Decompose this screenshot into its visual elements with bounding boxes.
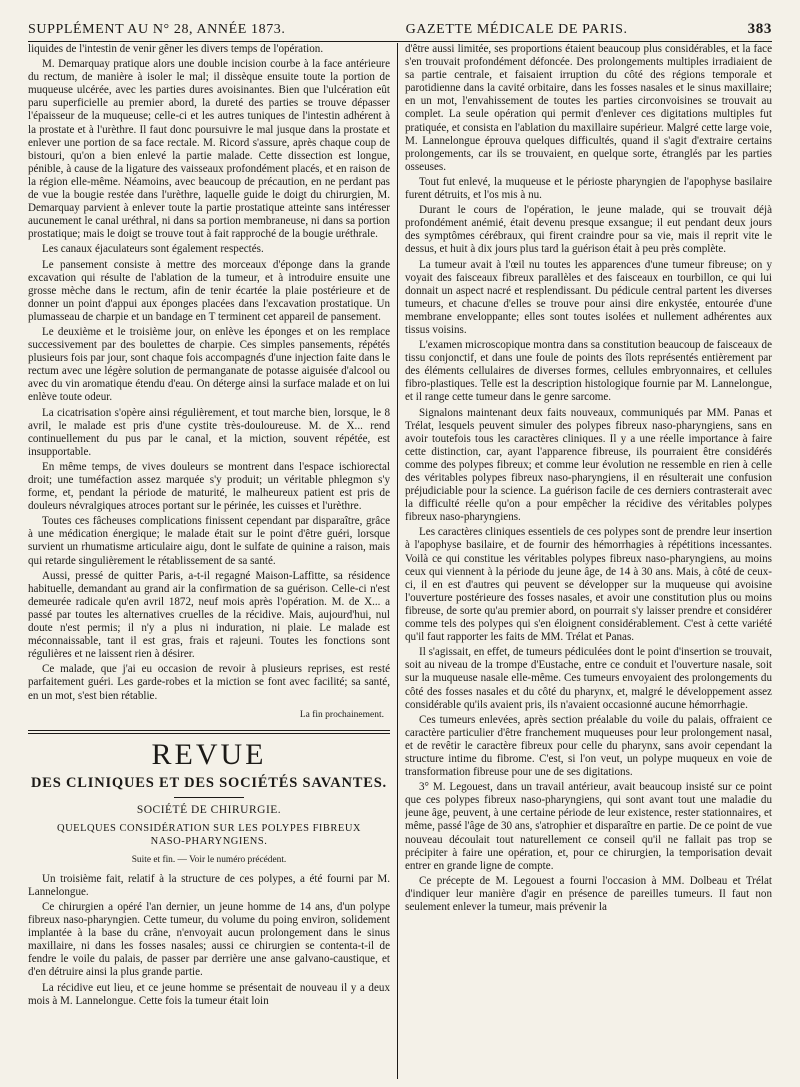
paragraph: Ces tumeurs enlevées, après section préalable du voile du palais, offraient ce caractère particulier d'être franchement muqueuses pour leur prolongement nasal, et de revêtir le caractère fibreux pour celle du pharynx, sans avoir cependant la structure intime du fibrome. C'est, si l'on veut, un polype muqueux en voie de transformation fibreuse pour une de ses digitations.	[405, 713, 772, 779]
right-column	[405, 43, 772, 1079]
paragraph: Le pansement consiste à mettre des morceaux d'éponge dans la grande excavation qui résulte de l'ablation de la tumeur, et à introduire ensuite une grosse mèche dans le rectum, afin de tenir écartée la plaie postérieure et de donner un point d'appui aux éponges placées dans l'excavation prostatique. Un plumasseau de charpie et un bandage en T terminent cet appareil de pansement.	[28, 258, 390, 323]
suite-note: Suite et fin. — Voir le numéro précédent.	[131, 854, 287, 865]
paragraph: La récidive eut lieu, et ce jeune homme se présentait de nouveau il y a deux mois à M. Lannelongue. Cette fois la tumeur était loin	[28, 981, 390, 1007]
paragraph: d'être aussi limitée, ses proportions étaient beaucoup plus considérables, et la face s'en trouvait profondément défoncée. Des prolongements multiples irradiaient de sa partie centrale, et faisaient irruption du côté des régions temporale et parotidienne dans la cavité orbitaire, dans les fosses nasales et le sinus maxillaire; en un mot, l'envahissement de toutes les parties circonvoisines se trouvait au complet. La seule opération qui permit d'enlever ces digitations multiples fut pratiquée, et consista en l'ablation du maxillaire supérieur. Malgré cette large voie, M. Lannelongue éprouva quelques difficultés, quand il s'agit d'extraire certains prolongements, car ils se trouvaient, en quelque sorte, étranglés par les parties osseuses.	[405, 43, 772, 173]
paragraph: En même temps, de vives douleurs se montrent dans l'espace ischiorectal droit; une tuméfaction assez marquée s'y produit; un véritable phlegmon s'y forme, et, pendant la période de maturité, le malheureux patient est pris de douleurs névralgiques atroces portant sur le périnée, les cuisses et l'urèthre.	[28, 460, 390, 513]
left-column	[28, 43, 390, 1079]
section-divider	[28, 730, 390, 734]
paragraph: Signalons maintenant deux faits nouveaux, communiqués par MM. Panas et Trélat, lesquels peuvent simuler des polypes fibreux naso-pharyngiens, sans en avoir toutefois tous les caractères cliniques. Il y a une réelle importance à faire cette distinction, car, ayant l'apparence fibreuse, ils pourraient être considérés comme des polypes fibreux; et comme leur évolution ne ressemble en rien à celle des véritables polypes fibreux naso-pharyngiens, il en résulterait une confusion préjudiciable pour la science. La guérison facile de ces derniers contrasterait avec la difficulté réelle qu'on a pour empêcher la récidive des véritables polypes fibreux naso-pharyngiens.	[405, 406, 772, 524]
section-subtitle: DES CLINIQUES ET DES SOCIÉTÉS SAVANTES.	[31, 774, 387, 791]
society-heading: SOCIÉTÉ DE CHIRURGIE.	[136, 803, 282, 816]
article-topic-line2: NASO-PHARYNGIENS.	[150, 835, 268, 847]
continued-note: La fin prochainement.	[299, 709, 384, 720]
paragraph: Ce précepte de M. Legouest a fourni l'occasion à MM. Dolbeau et Trélat d'indiquer leur manière d'agir en présence de pareilles tumeurs. Il faut non seulement enlever la tumeur, mais prévenir la	[405, 874, 772, 913]
page-header	[28, 12, 772, 42]
paragraph: Les caractères cliniques essentiels de ces polypes sont de prendre leur insertion à l'apophyse basilaire, et de fournir des hémorrhagies à répétitions incessantes. Voilà ce qui constitue les véritables polypes fibreux naso-pharyngiens, au moins ceux qui viennent à la période du jeune âge, de 14 à 30 ans. Mais, à côté de ceux-ci, il en est d'autres qui peuvent se développer sur la muqueuse qui avoisine l'ouverture postérieure des fosses nasales, et avoir une constitution plus ou moins fibreuse, de sorte qu'au premier abord, on pourrait s'y laisser prendre et considérer comme tels des polypes qui s'en éloignent considérablement. C'est à cette variété qu'il faut rapporter les faits de MM. Trélat et Panas.	[405, 526, 772, 644]
paragraph: 3° M. Legouest, dans un travail antérieur, avait beaucoup insisté sur ce point que ces polypes fibreux naso-pharyngiens, qui sont avant tout une maladie du jeune âge, peuvent, à une certaine période de leur existence, rester stationnaires, et même, passé l'âge de 30 ans, s'atrophier et disparaître en partie. De ce point de vue nouveau découlait tout naturellement ce conseil qu'il ne fallait pas trop se précipiter à faire une opération, et, pour ce chirurgien, la temporisation devait entrer en grande ligne de compte.	[405, 781, 772, 872]
article-topic-line1: QUELQUES CONSIDÉRATION SUR LES POLYPES FIBREUX	[56, 822, 361, 834]
short-rule	[174, 797, 244, 798]
paragraph: La tumeur avait à l'œil nu toutes les apparences d'une tumeur fibreuse; on y voyait des faisceaux fibreux parallèles et des faisceaux en tourbillon, ce qui lui donnait un aspect nacré et resplendissant. Du pédicule central partent les diverses tumeurs, et chacune d'elles se trouve pour ainsi dire enkystée, entourée d'une membrane enveloppante; elles sont toutes isolées et nullement adhérentes aux tissus voisins.	[405, 258, 772, 336]
column-rule	[397, 43, 398, 1079]
paragraph: Aussi, pressé de quitter Paris, a-t-il regagné Maison-Laffitte, sa résidence habituelle, demandant au grand air la confirmation de sa guérison. Celle-ci n'est demeurée radicale qu'en avril 1872, neuf mois après l'opération. M. de X... a passé par toutes les alternatives cruelles de la récidive. Mais, aujourd'hui, nul doute n'est permis; il n'y a plus ni induration, ni plaie. Le malade est méconnaissable, tant il est gras, frais et rajeuni. Toutes les fonctions sont régulières et ne laissent rien à désirer.	[28, 569, 390, 661]
paragraph: Il s'agissait, en effet, de tumeurs pédiculées dont le point d'insertion se trouvait, soit au niveau de la trompe d'Eustache, entre ce conduit et l'ouverture nasale, soit sur la muqueuse nasale elle-même. Ces tumeurs envoyaient des prolongements du côté des fosses nasales et du côté du pharynx, et, malgré le développement assez considérable qu'ils avaient pris, ils n'avaient occasionné aucune hémorrhagie.	[405, 646, 772, 711]
paragraph: M. Demarquay pratique alors une double incision courbe à la face antérieure du rectum, de manière à isoler le mal; il dissèque ensuite toute la portion de muqueuse ulcérée, avec les parties dures avoisinantes. Bien que l'ulcération eût paru superficielle au premier abord, la dureté des parties se trouve dépasser l'épaisseur de la muqueuse; celle-ci et les autres tuniques de l'intestin adhérent à la prostate et à l'urèthre. Il faut donc poursuivre le mal jusque dans la prostate et enlever une portion de sa face rectale. M. Ricord s'assure, après chaque coup de bistouri, qu'on a bien enlevé la partie malade. Cette dissection est longue, pénible, à cause de la ligature des vaisseaux profondément placés, et en raison de la région elle-même. Néamoins, avec beaucoup de précaution, en ne perdant pas de vue la bougie restée dans l'urèthre, laquelle guide le doigt du chirurgien, M. Demarquay parvient à enlever toute la partie prostatique atteinte sans intéresser aucunement le canal uréthral, ni dans sa portion membraneuse, ni dans sa portion prostatique; mais le doigt se trouve tout à fait rapproché de la bougie uréthrale.	[28, 58, 390, 241]
paragraph: Ce chirurgien a opéré l'an dernier, un jeune homme de 14 ans, d'un polype fibreux naso-pharyngien. Cette tumeur, du volume du poing environ, solidement implantée à la base du crâne, n'envoyait aucun prolongement dans le sinus maxillaire, ni dans les fosses nasales; aussi ce chirurgien se contenta-t-il de fendre le voile du palais, de passer par derrière une anse galvano-caustique, et d'en détruire ainsi la plus grande partie.	[28, 900, 390, 979]
paragraph: Le deuxième et le troisième jour, on enlève les éponges et on les remplace successivement par des boulettes de charpie. Ces simples pansements, répétés plusieurs fois par jour, sont chaque fois accompagnés d'une injection faite dans le rectum avec une légère solution de permanganate de potasse aiguisée d'alcool ou avec du vin aromatique étendu d'eau. On déterge ainsi la surface malade et on lui enlève toute odeur.	[28, 325, 390, 404]
header-journal-title: GAZETTE MÉDICALE DE PARIS.	[405, 22, 628, 37]
section-title: REVUE	[151, 737, 267, 771]
paragraph: L'examen microscopique montra dans sa constitution beaucoup de faisceaux de tissu conjonctif, et dans une foule de points des îlots représentés entièrement par des éléments cellulaires de diverses formes, cellules embryonnaires, et cellules fibro-plastiques. Telle est la description histologique fournie par M. Lannelongue, et il range cette tumeur dans le genre sarcome.	[405, 339, 772, 404]
paragraph: Les canaux éjaculateurs sont également respectés.	[42, 243, 264, 256]
page-number: 383	[747, 21, 772, 37]
paragraph: Toutes ces fâcheuses complications finissent cependant par disparaître, grâce à une médication énergique; le malade était sur le point d'être guéri, lorsque survient un rhumatisme articulaire aigu, dont le sulfate de quinine a raison, mais qui retarde singulièrement le rétablissement de sa santé.	[28, 515, 390, 567]
paragraph: Tout fut enlevé, la muqueuse et le périoste pharyngien de l'apophyse basilaire furent détruits, et l'os mis à nu.	[405, 175, 772, 202]
paragraph: Durant le cours de l'opération, le jeune malade, qui se trouvait déjà profondément anémié, était devenu presque exsangue; il eut pendant deux jours des symptômes cérébraux, qui firent craindre pour sa vie, mais il reprit vite le dessus, et huit à dix jours plus tard la guérison était à peu près complète.	[405, 204, 772, 256]
header-supplement: SUPPLÉMENT AU N° 28, ANNÉE 1873.	[28, 22, 286, 37]
paragraph: Ce malade, que j'ai eu occasion de revoir à plusieurs reprises, est resté parfaitement guéri. Les garde-robes et la miction se font avec facilité; sa santé, en un mot, s'est bien rétablie.	[28, 663, 390, 702]
paragraph: liquides de l'intestin de venir gêner les divers temps de l'opération.	[28, 43, 324, 55]
paragraph: Un troisième fait, relatif à la structure de ces polypes, a été fourni par M. Lannelongue.	[28, 872, 390, 898]
paragraph: La cicatrisation s'opère ainsi régulièrement, et tout marche bien, lorsque, le 8 avril, le malade est pris d'une cystite très-douloureuse. M. de X... rend continuellement du pus par le canal, et la miction, souvent répétée, est insupportable.	[28, 406, 390, 458]
